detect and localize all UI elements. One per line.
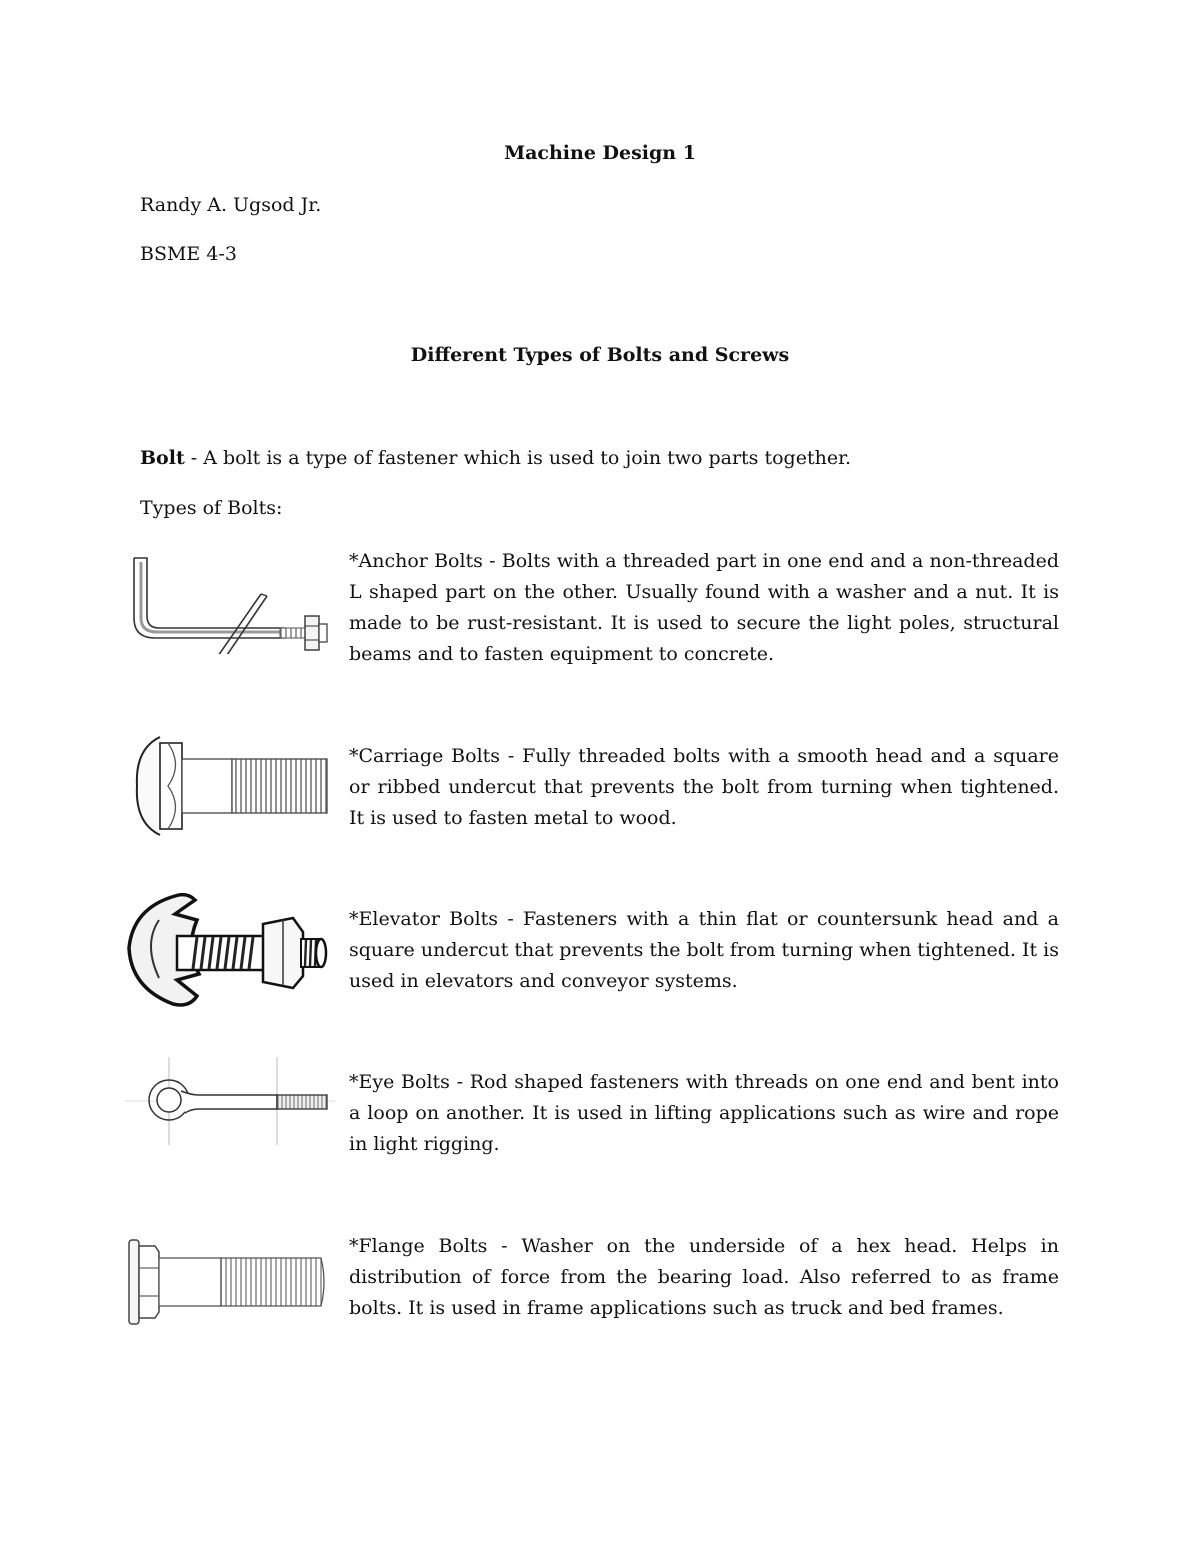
bolt-definition	[140, 447, 851, 469]
elevator-bolt-illustration	[125, 884, 335, 1014]
bolt-type-anchor	[125, 546, 1060, 696]
bolt-type-description: *Anchor Bolts - Bolts with a threaded part in one end and a non-threaded L shaped part on the other. Usually found with a washer and a nut. It is made to be rust-resistant. It is used to secure the light poles, structural beams and to fasten equipment to concrete.	[349, 550, 1059, 665]
bolt-definition-text: - A bolt is a type of fastener which is used to join two parts together.	[184, 447, 852, 469]
bolt-type-flange	[125, 1231, 1060, 1381]
bolt-type-description: *Carriage Bolts - Fully threaded bolts with a smooth head and a square or ribbed undercut that prevents the bolt from turning when tightened. It is used to fasten metal to wood.	[349, 745, 1059, 829]
bolt-type-description: *Flange Bolts - Washer on the underside of a hex head. Helps in distribution of force from the bearing load. Also referred to as frame bolts. It is used in frame applications such as truck and bed frames.	[349, 1235, 1059, 1319]
eye-bolt-illustration	[125, 1057, 335, 1147]
course-title: Machine Design 1	[504, 142, 696, 164]
bolt-term: Bolt	[140, 447, 185, 469]
bolt-type-elevator	[125, 904, 1060, 1054]
anchor-bolt-illustration	[125, 554, 335, 654]
bolt-type-description: *Eye Bolts - Rod shaped fasteners with threads on one end and bent into a loop on another. It is used in lifting applications such as wire and rope in light rigging.	[349, 1071, 1059, 1155]
document-title: Different Types of Bolts and Screws	[410, 344, 790, 366]
bolt-type-description: *Elevator Bolts - Fasteners with a thin flat or countersunk head and a square undercut that prevents the bolt from turning when tightened. It is used in elevators and conveyor systems.	[349, 908, 1059, 992]
course-section: BSME 4-3	[140, 243, 237, 265]
flange-bolt-illustration	[125, 1234, 335, 1329]
carriage-bolt-illustration	[125, 731, 335, 841]
bolt-type-carriage	[125, 741, 1060, 891]
author-name: Randy A. Ugsod Jr.	[140, 194, 322, 216]
types-heading: Types of Bolts:	[140, 497, 283, 519]
bolt-type-eye	[125, 1067, 1060, 1217]
